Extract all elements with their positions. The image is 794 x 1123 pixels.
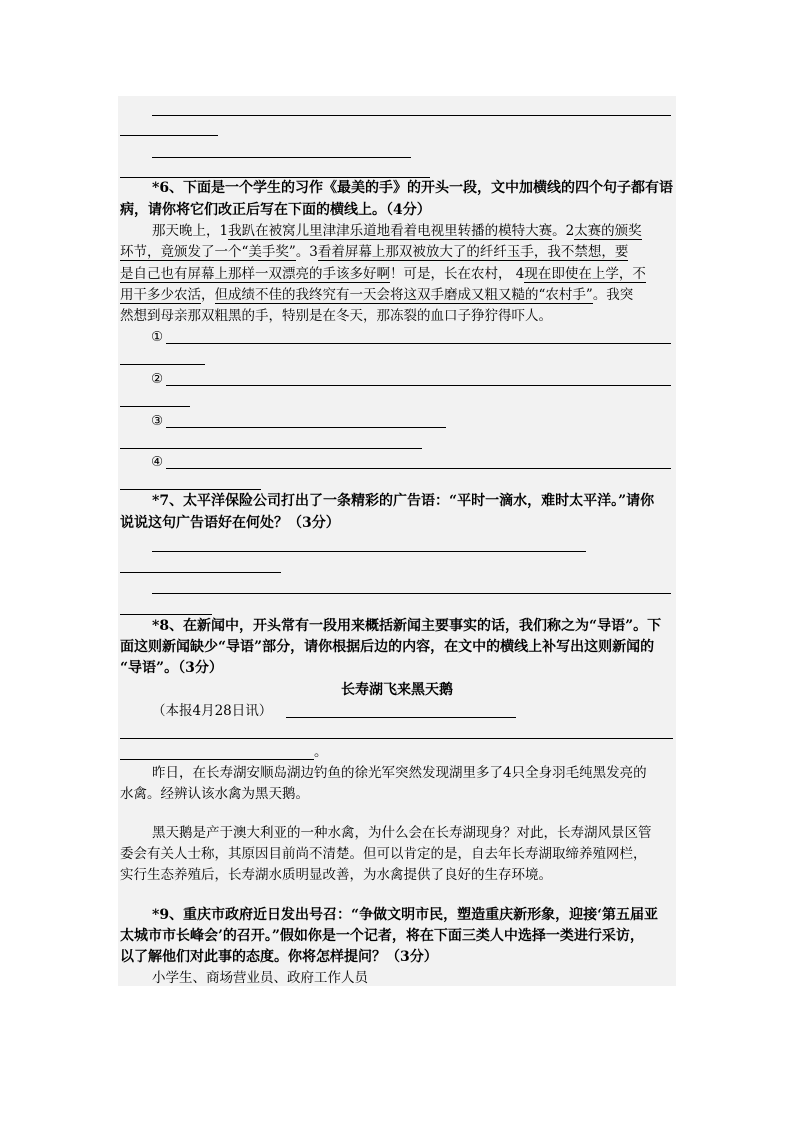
underlined-sentence: 现在即使在上学，不 [524,266,646,282]
plain-text: 。我突 [592,287,634,303]
q6-paragraph-line [120,264,646,285]
q8-prompt: *8、在新闻中，开头常有一段用来概括新闻主要事实的话，我们称之为“导语”。下 [152,618,662,634]
answer-line[interactable] [152,551,586,552]
q6-prompt: *6、下面是一个学生的习作《最美的手》的开头一段，文中加横线的四个句子都有语 [152,180,674,196]
q9-options: 小学生、商场营业员、政府工作人员 [152,970,368,986]
answer-line[interactable] [166,343,671,344]
answer-marker-4: ④ [151,454,164,470]
answer-line[interactable] [152,593,671,594]
plain-text: 1 [219,223,229,239]
q9-prompt: *9、重庆市政府近日发出号召：“争做文明市民，塑造重庆新形象，迎接‘第五届亚 [152,907,658,923]
answer-line[interactable] [166,427,446,428]
underlined-sentence: 是自己也有屏幕上那样一双漂亮的手该多好啊 [120,266,390,282]
answer-line[interactable] [152,115,671,116]
plain-text: ， [201,287,215,303]
answer-line[interactable] [152,157,411,158]
plain-text: 。2 [552,223,575,239]
q8-prompt: 面这则新闻缺少“导语”部分，请你根据后边的内容，在文中的横线上补写出这则新闻的 [120,639,655,655]
answer-line[interactable] [120,406,190,407]
q9-prompt: 太城市市长峰会’的召开。”假如你是一个记者，将在下面三类人中选择一类进行采访， [120,928,644,944]
lead-period: 。 [314,744,328,760]
underlined-sentence: 但成绩不佳的我终究有一天会将这双手磨成又粗又糙的“农村手” [214,287,593,303]
lead-answer-line[interactable] [120,759,314,760]
q7-prompt: 说说这句广告语好在何处？（3分） [120,515,340,531]
q6-paragraph-line: 然想到母亲那双粗黑的手，特别是在冬天，那冻裂的血口子狰狞得吓人。 [120,308,552,324]
underlined-sentence: 看着屏幕上那双被放大了的纤纤玉手，我不禁想，要 [317,244,629,260]
underlined-sentence: 我趴在被窝儿里津津乐道地看着电视里转播的模特大赛 [228,223,553,239]
q6-paragraph-line [120,285,633,306]
answer-line[interactable] [120,364,205,365]
plain-text: ！可是，长在农村， 4 [390,266,525,282]
answer-line[interactable] [120,614,212,615]
news-title: 长寿湖飞来黑天鹅 [341,682,453,698]
answer-line[interactable] [120,572,281,573]
news-paragraph-line: 委会有关人士称，其原因目前尚不清楚。但可以肯定的是，自去年长寿湖取缔养殖网栏， [120,846,647,862]
q6-paragraph-line [120,242,628,263]
answer-marker-2: ② [151,371,164,387]
answer-line[interactable] [166,385,671,386]
underlined-sentence: 用干多少农活 [120,287,201,303]
q7-prompt: *7、太平洋保险公司打出了一条精彩的广告语：“平时一滴水，难时太平洋。”请你 [152,493,655,509]
underlined-sentence: 环节，竟颁发了一个“美手奖” [120,244,296,260]
q6-prompt: 病，请你将它们改正后写在下面的横线上。（4分） [120,202,431,218]
plain-text: 。3 [295,244,318,260]
news-paragraph-line: 实行生态养殖后，长寿湖水质明显改善，为水禽提供了良好的生存环境。 [120,867,552,883]
answer-marker-1: ① [151,329,164,345]
answer-line[interactable] [120,489,261,490]
answer-marker-3: ③ [151,413,164,429]
news-paragraph-line: 黑天鹅是产于澳大利亚的一种水禽，为什么会在长寿湖现身？对此，长寿湖风景区管 [152,825,652,841]
answer-line[interactable] [166,468,671,469]
plain-text: 那天晚上， [152,223,220,239]
q6-paragraph-line [152,221,642,242]
news-paragraph-line: 水禽。经辨认该水禽为黑天鹅。 [120,786,309,802]
lead-answer-line[interactable] [120,738,673,739]
q8-prompt: “导语”。（3分） [120,660,223,676]
news-paragraph-line: 昨日，在长寿湖安顺岛湖边钓鱼的徐光军突然发现湖里多了4只全身羽毛纯黑发亮的 [152,765,647,781]
q9-prompt: 以了解他们对此事的态度。你将怎样提问？（3分） [120,949,438,965]
answer-line[interactable] [120,135,218,136]
lead-answer-line[interactable] [286,717,516,718]
news-dateline: （本报4月28日讯） [152,703,273,719]
underlined-sentence: 太赛的颁奖 [574,223,642,239]
answer-line[interactable] [120,448,422,449]
